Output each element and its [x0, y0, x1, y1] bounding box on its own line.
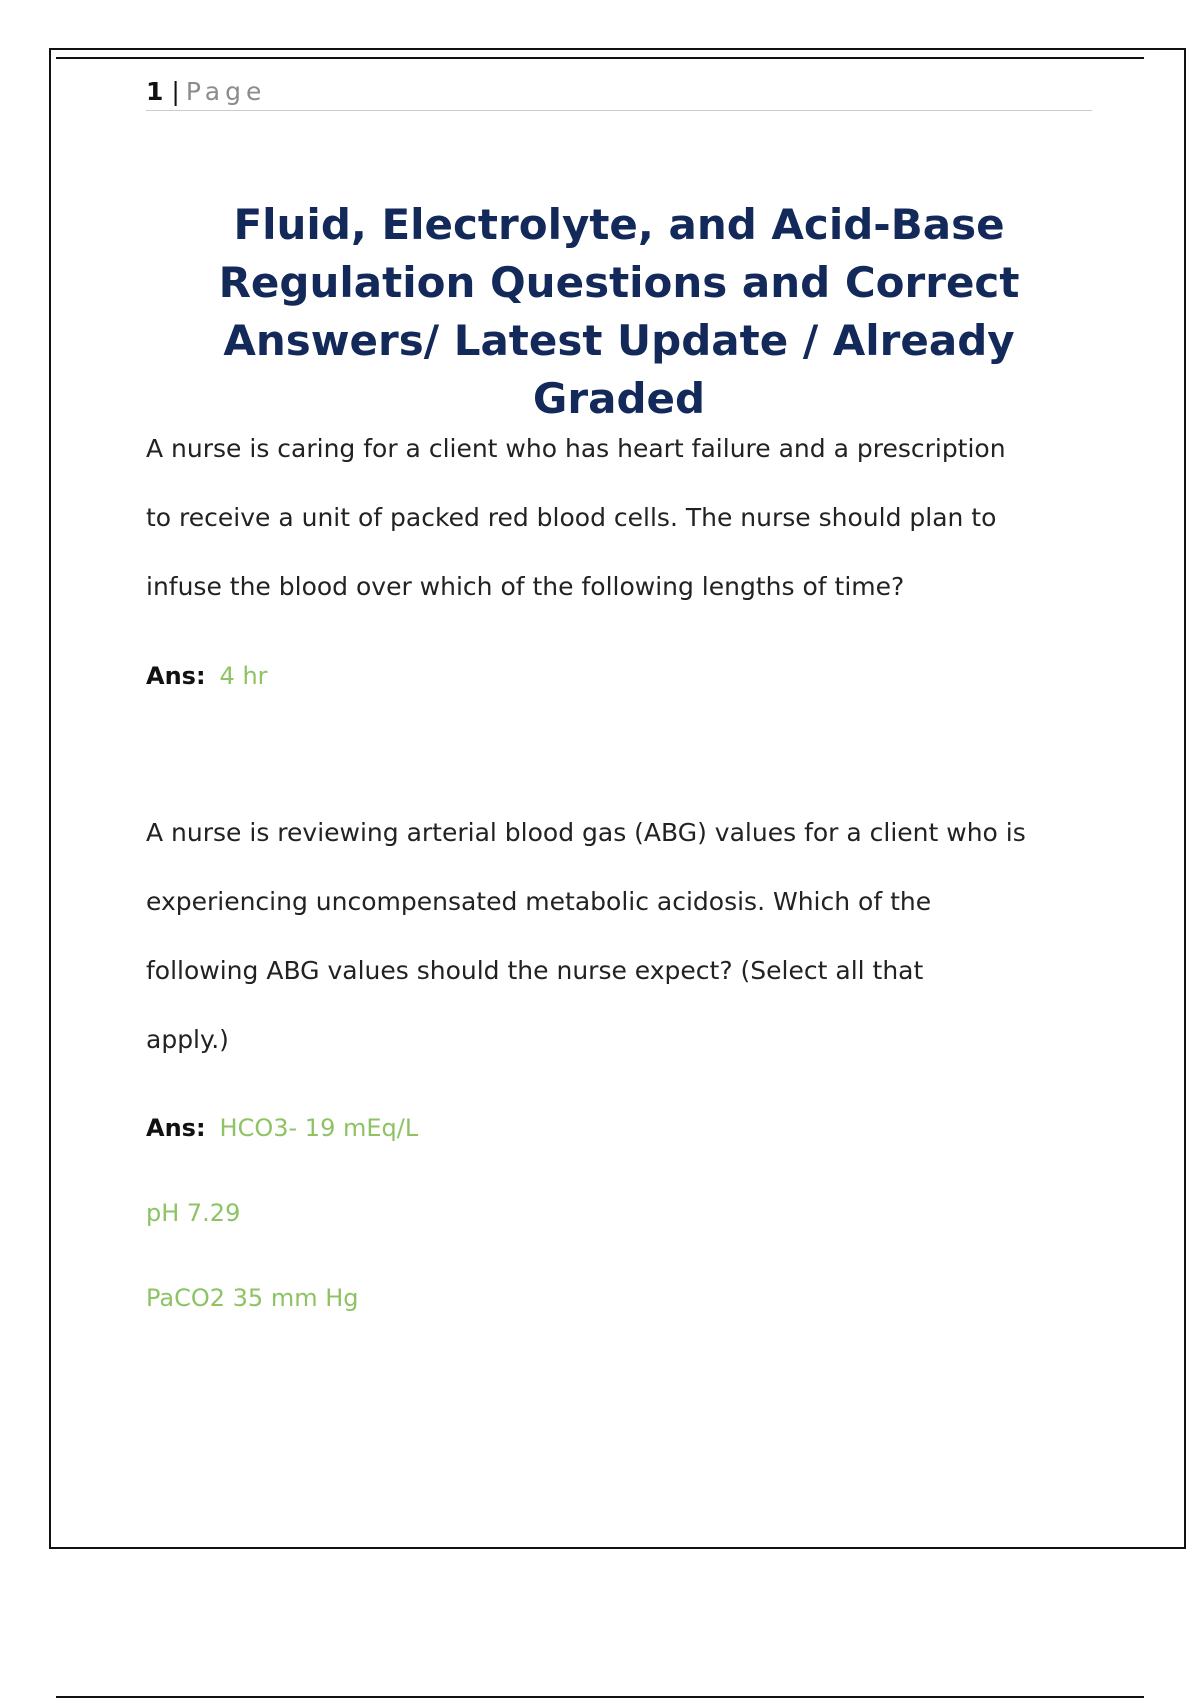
bottom-rule — [56, 1696, 1144, 1698]
answer-label: Ans: — [146, 1114, 206, 1142]
page-separator: | — [171, 77, 180, 106]
page-label: Page — [185, 77, 267, 106]
title-line: Regulation Questions and Correct — [218, 258, 1020, 307]
answer-label: Ans: — [146, 662, 206, 690]
page-number: 1 — [146, 77, 164, 106]
question-line: apply.) — [146, 1025, 229, 1054]
question-2-answer — [146, 1110, 418, 1146]
document-title — [146, 196, 1092, 428]
question-line: A nurse is caring for a client who has heart failure and a prescription — [146, 434, 1006, 463]
question-line: infuse the blood over which of the following lengths of time? — [146, 572, 905, 601]
top-rule — [56, 57, 1144, 59]
question-2-text — [146, 798, 1092, 1074]
title-line: Fluid, Electrolyte, and Acid-Base — [233, 200, 1005, 249]
question-1-text — [146, 414, 1092, 621]
question-1-answer — [146, 658, 268, 694]
question-line: following ABG values should the nurse expect? (Select all that — [146, 956, 924, 985]
answer-value: 4 hr — [219, 662, 268, 690]
question-line: experiencing uncompensated metabolic acidosis. Which of the — [146, 887, 932, 916]
page-header — [146, 74, 1092, 111]
question-line: A nurse is reviewing arterial blood gas (ABG) values for a client who is — [146, 818, 1026, 847]
answer-value: PaCO2 35 mm Hg — [146, 1284, 359, 1312]
question-line: to receive a unit of packed red blood cells. The nurse should plan to — [146, 503, 997, 532]
answer-value: pH 7.29 — [146, 1199, 241, 1227]
title-line: Answers/ Latest Update / Already — [223, 316, 1015, 365]
title-line: Graded — [532, 374, 706, 423]
answer-value: HCO3- 19 mEq/L — [219, 1114, 419, 1142]
